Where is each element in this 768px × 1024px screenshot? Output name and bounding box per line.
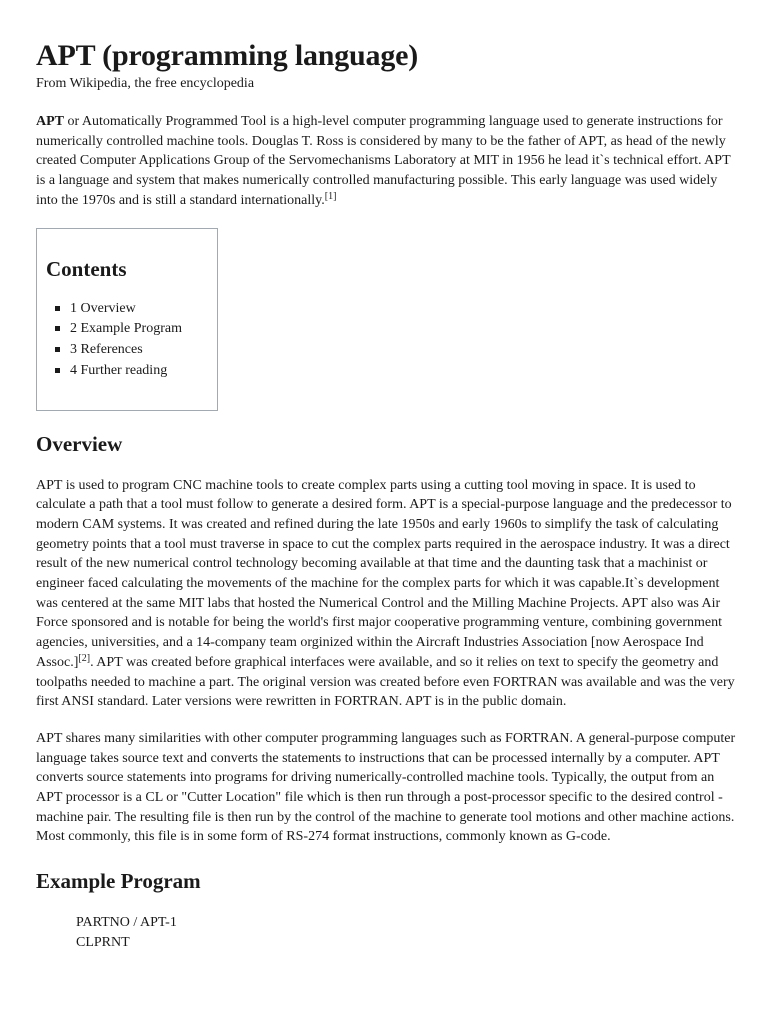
page-title: APT (programming language) bbox=[36, 39, 419, 72]
bullet-icon bbox=[55, 368, 60, 373]
overview-text-part-1: APT is used to program CNC machine tools to create complex parts using a cutting tool moving in space. It is used to calculate a path that a tool must follow to generate a desired form. APT is a special-purpose language and the predecessor to modern CAM systems. It was created and refined during the late 1950s and early 1960s to simplify the task of calculating geometry points that a tool must traverse in space to cut the complex parts required in the aerospace industry. It was a direct result of the new numerical control technology becoming available at that time and the daunting task that a machinist or engineer faced calculating the movements of the machine for the complex parts for which it was capable.It`s development was centered at the same MIT labs that hosted the Numerical Control and the Milling Machine Projects. APT also was Air Force sponsored and is notable for being the world's first major cooperative programming venture, combining government agencies, universities, and a 14-company team orginized within the Aircraft Industries Association [now Aerospace Ind Assoc.] bbox=[36, 477, 732, 670]
site-tagline: From Wikipedia, the free encyclopedia bbox=[36, 76, 255, 91]
reference-link-1[interactable]: [1] bbox=[324, 190, 337, 202]
code-line: CLPRNT bbox=[76, 935, 130, 951]
bullet-icon bbox=[55, 306, 60, 311]
article bbox=[36, 0, 736, 953]
toc-item-label: 1 Overview bbox=[70, 300, 136, 316]
section-heading-example-program: Example Program bbox=[36, 869, 201, 894]
intro-text: or Automatically Programmed Tool is a high-level computer programming language used to generate instructions for numerically controlled machine tools. Douglas T. Ross is considered by many to be the father of APT, as head of the newly created Computer Applications Group of the Servomechanisms Laboratory at MIT in 1956 he lead it`s technical effort. APT is a language and system that makes numerically controlled manufacturing possible. This early language was used widely into the 1970s and is still a standard internationally. bbox=[36, 114, 731, 208]
overview-text-part-2: . APT was created before graphical interfaces were available, and so it relies on text to specify the geometry and toolpaths needed to machine a part. The original version was created before even FORTRAN was available and was the very first ANSI standard. Later versions were rewritten in FORTRAN. APT is in the public domain. bbox=[36, 654, 735, 710]
toc-item-label: 3 References bbox=[70, 341, 143, 357]
intro-bold-term: APT bbox=[36, 114, 64, 129]
toc-item-label: 2 Example Program bbox=[70, 321, 182, 337]
toc-item-label: 4 Further reading bbox=[70, 362, 168, 378]
toc-item-further-reading[interactable] bbox=[70, 361, 217, 382]
overview-paragraph-2: APT shares many similarities with other computer programming languages such as FORTRAN. A general-purpose computer language takes source text and converts the statements to instructions that can be processed internally by a computer. APT converts source statements into programs for driving numerically-controlled machine tools. Typically, the output from an APT processor is a CL or "Cutter Location" file which is then run through a post-processor specific to the desired control - machine pair. The resulting file is then run by the control of the machine to generate tool motions and other machine actions. Most commonly, this file is in some form of RS-274 format instructions, commonly known as G-code. bbox=[36, 730, 736, 845]
bullet-icon bbox=[55, 347, 60, 352]
reference-link-2[interactable]: [2] bbox=[78, 652, 91, 664]
toc-item-references[interactable] bbox=[70, 340, 217, 361]
toc-item-overview[interactable] bbox=[70, 299, 217, 320]
code-line: PARTNO / APT-1 bbox=[76, 915, 177, 931]
overview-paragraph-1 bbox=[36, 476, 736, 712]
code-block bbox=[76, 913, 736, 953]
section-heading-overview: Overview bbox=[36, 431, 123, 456]
toc-item-example-program[interactable] bbox=[70, 319, 217, 340]
bullet-icon bbox=[55, 326, 60, 331]
toc-list bbox=[46, 299, 217, 382]
toc-title: Contents bbox=[46, 256, 127, 281]
table-of-contents bbox=[36, 228, 218, 411]
intro-paragraph bbox=[36, 112, 736, 211]
